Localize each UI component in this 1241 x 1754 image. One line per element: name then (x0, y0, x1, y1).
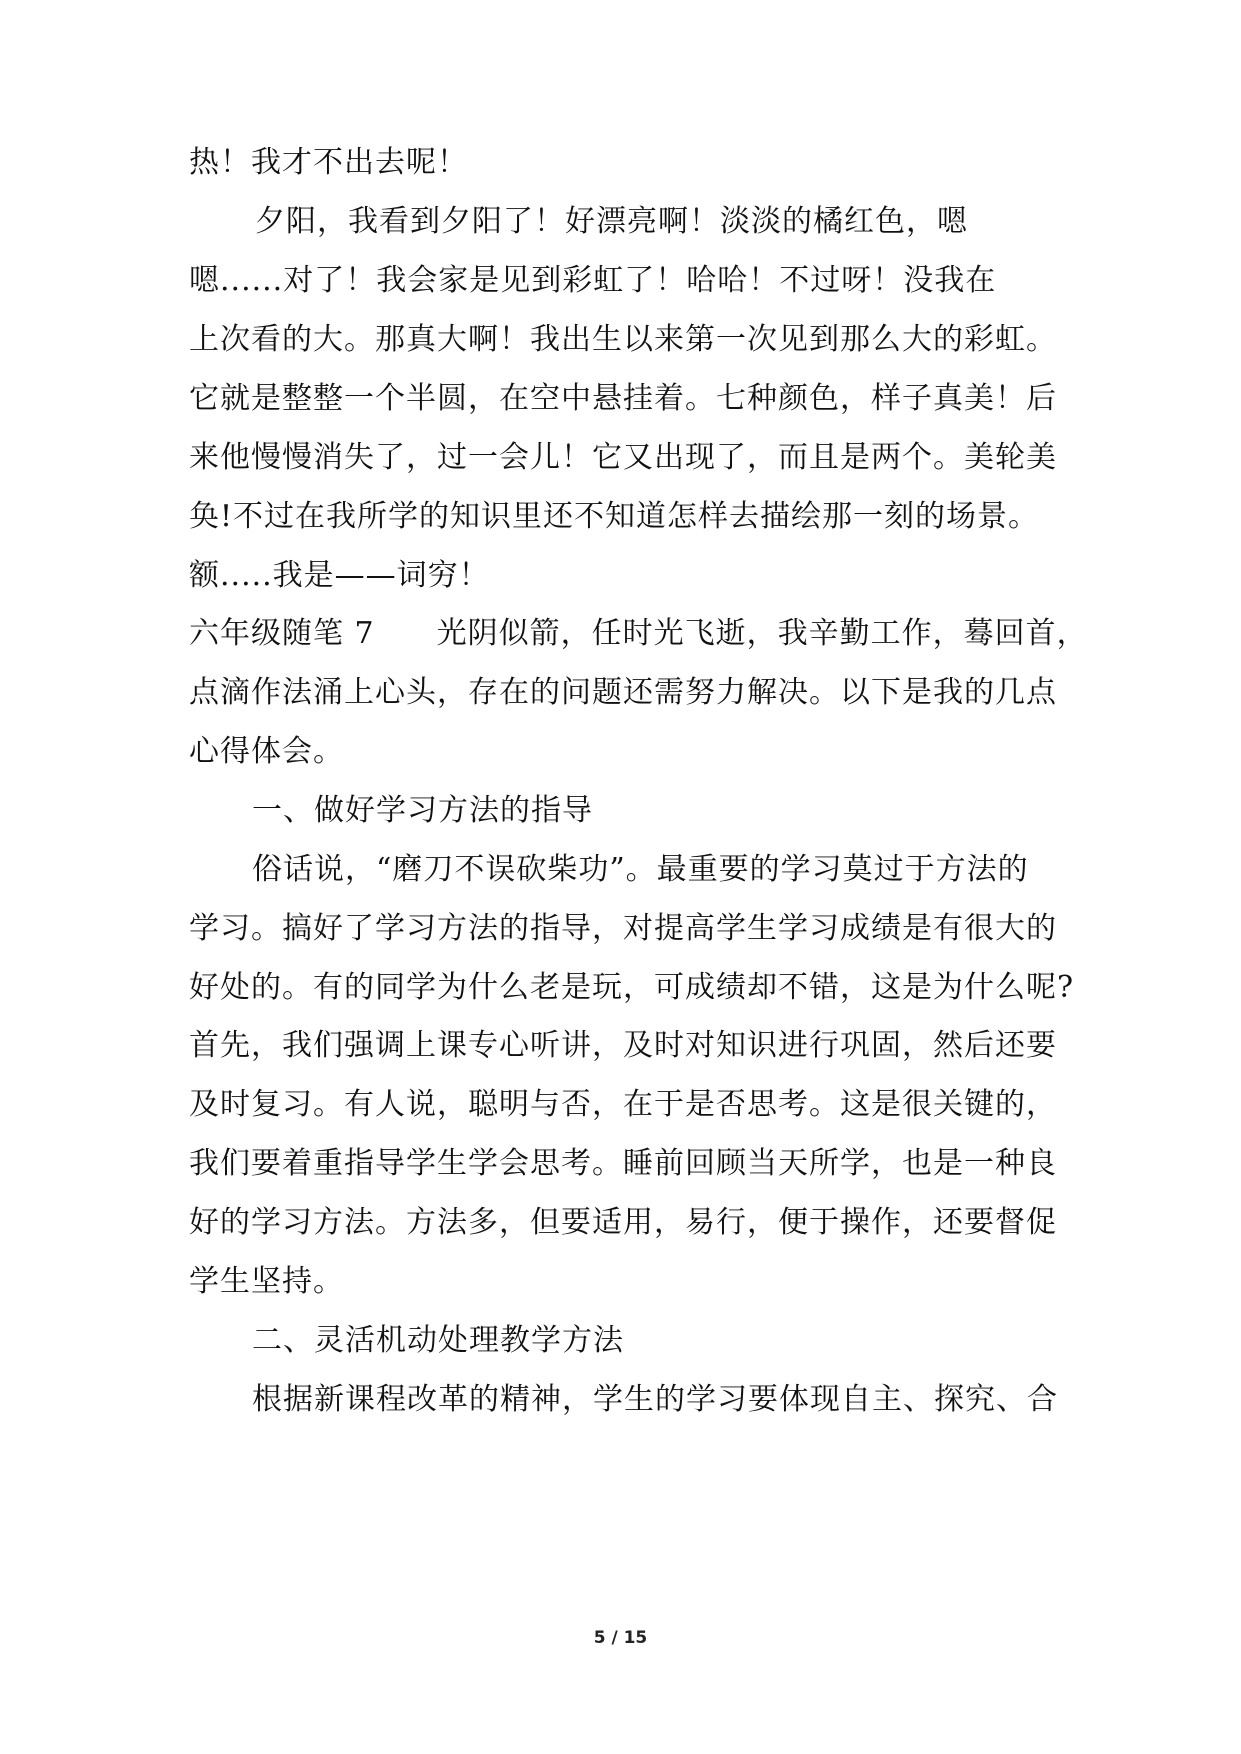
subheading: 一、做好学习方法的指导 (252, 793, 593, 828)
text-line: 它就是整整一个半圆，在空中悬挂着。七种颜色，样子真美！后 (189, 381, 1057, 416)
text-line: 心得体会。 (189, 734, 344, 769)
text-line: 来他慢慢消失了，过一会儿！它又出现了，而且是两个。美轮美 (189, 440, 1057, 475)
text-line: 学生坚持。 (189, 1264, 344, 1299)
text-line: 学习。搞好了学习方法的指导，对提高学生学习成绩是有很大的 (189, 911, 1057, 946)
text-line: 好处的。有的同学为什么老是玩，可成绩却不错，这是为什么呢? (189, 970, 1075, 1005)
text-line: 点滴作法涌上心头，存在的问题还需努力解决。以下是我的几点 (189, 675, 1057, 710)
section-heading-line: 六年级随笔 7 光阴似箭，任时光飞逝，我辛勤工作，蓦回首， (189, 616, 1088, 651)
text-line: 好的学习方法。方法多，但要适用，易行，便于操作，还要督促 (189, 1205, 1057, 1240)
text-line: 俗话说，“磨刀不误砍柴功”。最重要的学习莫过于方法的 (252, 852, 1029, 887)
text-line: 我们要着重指导学生学会思考。睡前回顾当天所学，也是一种良 (189, 1146, 1057, 1181)
text-line: 额.....我是——词穷！ (189, 558, 490, 593)
text-line: 嗯......对了！我会家是见到彩虹了！哈哈！不过呀！没我在 (189, 263, 997, 298)
text-line: 热！我才不出去呢！ (189, 145, 468, 180)
text-line: 奂!不过在我所学的知识里还不知道怎样去描绘那一刻的场景。 (189, 499, 1040, 534)
text-line: 根据新课程改革的精神，学生的学习要体现自主、探究、合 (252, 1382, 1058, 1417)
text-line: 首先，我们强调上课专心听讲，及时对知识进行巩固，然后还要 (189, 1028, 1057, 1063)
page-number: 5 / 15 (593, 1628, 648, 1648)
subheading: 二、灵活机动处理教学方法 (252, 1323, 624, 1358)
text-line: 上次看的大。那真大啊！我出生以来第一次见到那么大的彩虹。 (189, 322, 1057, 357)
text-line: 夕阳，我看到夕阳了！好漂亮啊！淡淡的橘红色，嗯 (255, 204, 968, 239)
text-line: 及时复习。有人说，聪明与否，在于是否思考。这是很关键的， (189, 1087, 1057, 1122)
